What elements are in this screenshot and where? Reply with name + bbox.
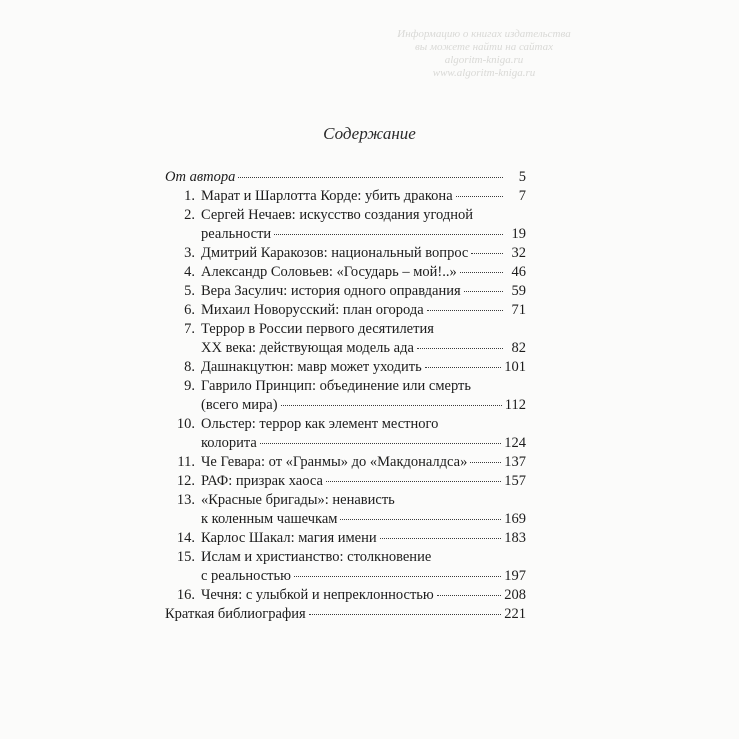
toc-line	[165, 415, 526, 434]
entry-number: 8.	[184, 359, 195, 375]
entry-title: Карлос Шакал: магия имени	[201, 530, 377, 546]
page-number: 7	[518, 188, 526, 204]
entry-title: XX века: действующая модель ада	[201, 340, 414, 356]
entry-number: 11.	[177, 454, 195, 470]
dot-leader	[456, 195, 503, 197]
page-number: 124	[504, 435, 526, 451]
toc-line	[165, 339, 526, 358]
entry-title: РАФ: призрак хаоса	[201, 473, 323, 489]
entry-title: к коленным чашечкам	[201, 511, 338, 527]
toc-line	[165, 548, 526, 567]
toc-entry	[165, 244, 526, 263]
page-number: 5	[518, 169, 526, 185]
entry-title: Террор в России первого десятилетия	[201, 321, 434, 337]
dot-leader	[309, 613, 502, 615]
ghost-line: вы можете найти на сайтах	[414, 41, 554, 53]
entry-title: Александр Соловьев: «Государь – мой!..»	[201, 264, 457, 280]
toc-line	[165, 510, 526, 529]
entry-number: 15.	[176, 549, 195, 565]
toc-line	[165, 605, 526, 624]
toc-entry	[165, 529, 526, 548]
toc-line	[165, 472, 526, 491]
ghost-line: Информацию о книгах издательства	[397, 28, 571, 40]
dot-leader	[380, 537, 502, 539]
toc-line	[165, 320, 526, 339]
toc-line	[165, 282, 526, 301]
toc-line	[165, 396, 526, 415]
entry-number: 9.	[184, 378, 195, 394]
toc-entry	[165, 206, 526, 244]
entry-title: реальности	[201, 226, 272, 242]
dot-leader	[471, 252, 503, 254]
toc-line	[165, 567, 526, 586]
entry-title: Ольстер: террор как элемент местного	[201, 416, 439, 432]
entry-title: Че Гевара: от «Гранмы» до «Макдоналдса»	[201, 454, 468, 470]
entry-title: Ислам и христианство: столкновение	[201, 549, 432, 565]
page-number: 101	[504, 359, 526, 375]
toc-entry	[165, 282, 526, 301]
entry-title: «Красные бригады»: ненависть	[201, 492, 395, 508]
toc-title: Содержание	[323, 124, 416, 143]
entry-number: 1.	[184, 188, 195, 204]
page-number: 208	[504, 587, 526, 603]
toc-entry	[165, 320, 526, 358]
toc-entry	[165, 548, 526, 586]
dot-leader	[294, 575, 501, 577]
page-number: 71	[511, 302, 526, 318]
toc-entry	[165, 453, 526, 472]
page-number: 157	[504, 473, 526, 489]
dot-leader	[238, 176, 503, 178]
page-number: 221	[504, 606, 526, 622]
entry-title: Гаврило Принцип: объединение или смерть	[201, 378, 471, 394]
toc-line	[165, 377, 526, 396]
toc-entry	[165, 377, 526, 415]
entry-title: Дмитрий Каракозов: национальный вопрос	[201, 245, 469, 261]
entry-title: Сергей Нечаев: искусство создания угодной	[201, 207, 474, 223]
page-number: 197	[504, 568, 526, 584]
dot-leader	[425, 366, 502, 368]
toc-line	[165, 187, 526, 206]
toc-line	[165, 529, 526, 548]
entry-title: с реальностью	[201, 568, 291, 584]
toc-entry	[165, 605, 526, 624]
dot-leader	[326, 480, 501, 482]
page-number: 169	[504, 511, 526, 527]
toc-line	[165, 491, 526, 510]
dot-leader	[260, 442, 501, 444]
dot-leader	[464, 290, 503, 292]
dot-leader	[470, 461, 501, 463]
entry-number: 5.	[184, 283, 195, 299]
entry-number: 3.	[184, 245, 195, 261]
entry-title: колорита	[201, 435, 257, 451]
toc-entry	[165, 263, 526, 282]
entry-title: От автора	[165, 169, 236, 185]
table-of-contents	[165, 168, 526, 624]
toc-line	[165, 244, 526, 263]
toc-line	[165, 263, 526, 282]
ghost-line: www.algoritm-kniga.ru	[432, 67, 536, 79]
page-number: 59	[511, 283, 526, 299]
toc-entry	[165, 187, 526, 206]
dot-leader	[460, 271, 503, 273]
dot-leader	[274, 233, 503, 235]
toc-line	[165, 301, 526, 320]
entry-number: 4.	[184, 264, 195, 280]
toc-entry	[165, 415, 526, 453]
entry-title: Михаил Новорусский: план огорода	[201, 302, 424, 318]
toc-line	[165, 225, 526, 244]
dot-leader	[417, 347, 503, 349]
entry-number: 13.	[176, 492, 195, 508]
entry-number: 14.	[176, 530, 195, 546]
toc-line	[165, 358, 526, 377]
entry-number: 10.	[176, 416, 195, 432]
toc-entry	[165, 472, 526, 491]
entry-number: 16.	[176, 587, 195, 603]
toc-entry	[165, 358, 526, 377]
show-through-text	[379, 28, 589, 80]
entry-title: Дашнакцутюн: мавр может уходить	[201, 359, 422, 375]
entry-number: 7.	[184, 321, 195, 337]
toc-entry	[165, 586, 526, 605]
page-number: 32	[511, 245, 526, 261]
page-number: 19	[511, 226, 526, 242]
entry-number: 6.	[184, 302, 195, 318]
ghost-line: algoritm-kniga.ru	[444, 54, 524, 66]
page-number: 46	[511, 264, 526, 280]
page-number: 112	[504, 397, 526, 413]
toc-entry	[165, 301, 526, 320]
page-number: 183	[504, 530, 526, 546]
entry-number: 2.	[184, 207, 195, 223]
entry-title: Марат и Шарлотта Корде: убить дракона	[201, 188, 453, 204]
dot-leader	[427, 309, 503, 311]
page-number: 137	[504, 454, 526, 470]
toc-line	[165, 586, 526, 605]
toc-entry	[165, 168, 526, 187]
entry-title: Чечня: с улыбкой и непреклонностью	[201, 587, 434, 603]
toc-entry	[165, 491, 526, 529]
entry-number: 12.	[176, 473, 195, 489]
dot-leader	[340, 518, 501, 520]
toc-line	[165, 206, 526, 225]
entry-title: (всего мира)	[201, 397, 278, 413]
toc-line	[165, 434, 526, 453]
toc-line	[165, 453, 526, 472]
page-number: 82	[511, 340, 526, 356]
dot-leader	[281, 404, 502, 406]
toc-line	[165, 168, 526, 187]
entry-title: Краткая библиография	[165, 606, 306, 622]
entry-title: Вера Засулич: история одного оправдания	[201, 283, 461, 299]
dot-leader	[437, 594, 501, 596]
